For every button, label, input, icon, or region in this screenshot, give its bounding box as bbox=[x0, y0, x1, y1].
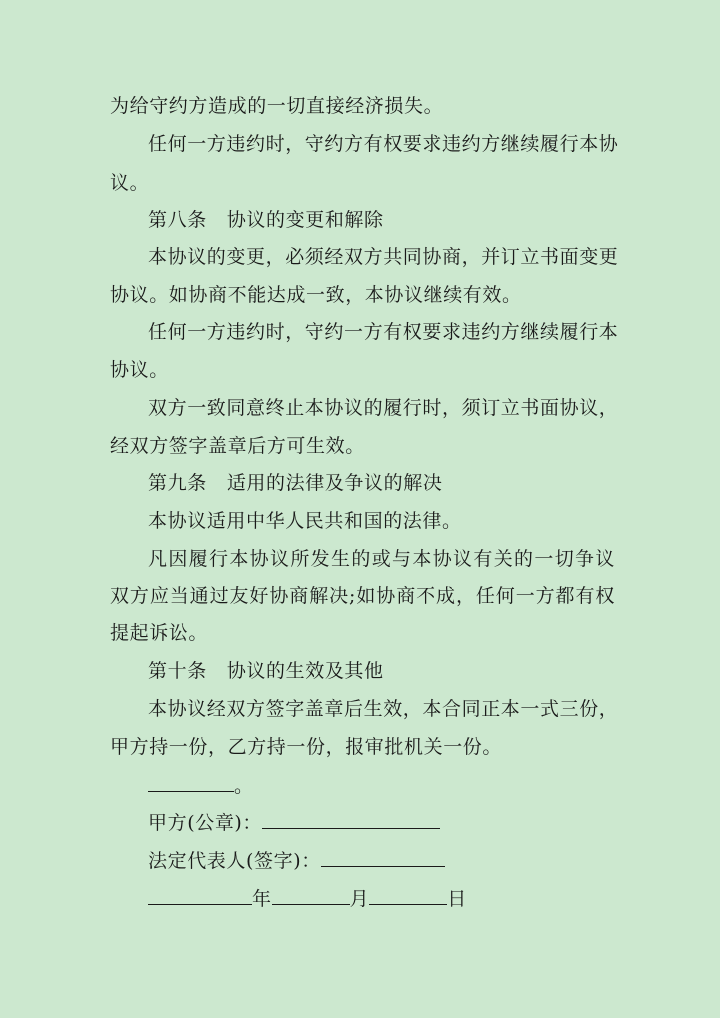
paragraph-line: 议。 bbox=[110, 172, 150, 194]
year-blank[interactable] bbox=[148, 886, 252, 905]
day-blank[interactable] bbox=[369, 886, 447, 905]
paragraph-line: 双方一致同意终止本协议的履行时，须订立书面协议， bbox=[148, 397, 619, 419]
article-heading-8 bbox=[148, 208, 615, 232]
day-label: 日 bbox=[447, 888, 467, 910]
article-number: 第十条 bbox=[148, 660, 207, 682]
paragraph-line: 本协议适用中华人民共和国的法律。 bbox=[148, 510, 462, 532]
party-a-seal-line bbox=[148, 810, 615, 835]
month-label: 月 bbox=[349, 888, 370, 910]
paragraph-line: 甲方持一份，乙方持一份，报审批机关一份。 bbox=[110, 736, 503, 758]
party-a-label: 甲方(公章)： bbox=[148, 812, 263, 834]
paragraph-line: 协议。 bbox=[110, 359, 169, 381]
blank-underline[interactable] bbox=[148, 773, 234, 792]
article-title: 协议的生效及其他 bbox=[226, 660, 384, 682]
paragraph-line: 凡因履行本协议所发生的或与本协议有关的一切争议 bbox=[148, 548, 615, 570]
paragraph-line: 为给守约方造成的一切直接经济损失。 bbox=[110, 95, 444, 117]
paragraph-line: 任何一方违约时，守约一方有权要求违约方继续履行本 bbox=[148, 321, 619, 343]
legal-rep-blank[interactable] bbox=[321, 848, 445, 867]
paragraph-line: 协议。如协商不能达成一致，本协议继续有效。 bbox=[110, 284, 522, 306]
article-number: 第九条 bbox=[148, 472, 207, 494]
article-heading-9 bbox=[148, 471, 615, 495]
paragraph-line: 本协议经双方签字盖章后生效，本合同正本一式三份， bbox=[148, 698, 619, 720]
legal-rep-label: 法定代表人(签字)： bbox=[148, 850, 321, 872]
year-label: 年 bbox=[252, 888, 272, 910]
paragraph-line: 经双方签字盖章后方可生效。 bbox=[110, 435, 365, 457]
article-heading-10 bbox=[148, 659, 615, 683]
article-number: 第八条 bbox=[148, 209, 207, 231]
party-a-blank[interactable] bbox=[262, 810, 440, 829]
paragraph-line: 双方应当通过友好协商解决;如协商不成，任何一方都有权 bbox=[110, 585, 615, 607]
date-place-line bbox=[148, 773, 615, 798]
article-title: 适用的法律及争议的解决 bbox=[226, 472, 443, 494]
period-mark: 。 bbox=[234, 775, 254, 797]
month-blank[interactable] bbox=[272, 886, 350, 905]
paragraph-line: 提起诉讼。 bbox=[110, 622, 209, 644]
paragraph-line: 本协议的变更，必须经双方共同协商，并订立书面变更 bbox=[148, 246, 619, 268]
date-line bbox=[148, 886, 615, 911]
article-title: 协议的变更和解除 bbox=[226, 209, 384, 231]
paragraph-line: 任何一方违约时，守约方有权要求违约方继续履行本协 bbox=[148, 133, 619, 155]
legal-rep-line bbox=[148, 848, 615, 873]
